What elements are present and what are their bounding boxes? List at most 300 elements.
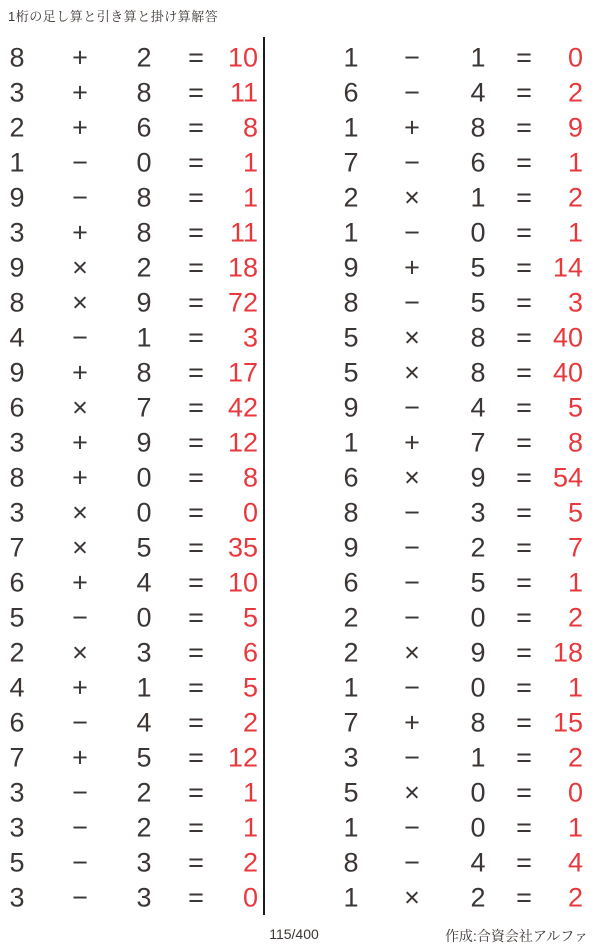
- problems-column-left: [0, 40, 263, 915]
- answer: 2: [242, 707, 258, 737]
- equals-sign: =: [188, 462, 204, 492]
- problem-row: [0, 705, 263, 740]
- operand-2: 9: [470, 637, 486, 667]
- operand-1: 9: [9, 252, 25, 282]
- equals-sign: =: [188, 497, 204, 527]
- operand-2: 2: [136, 252, 152, 282]
- operand-2: 1: [136, 322, 152, 352]
- operand-2: 8: [136, 357, 152, 387]
- operand-1: 1: [9, 147, 25, 177]
- operand-1: 2: [343, 637, 359, 667]
- problem-row: [264, 810, 600, 845]
- answer: 12: [227, 427, 258, 457]
- answer: 9: [567, 112, 583, 142]
- problem-row: [264, 880, 600, 915]
- operator: ×: [404, 462, 420, 492]
- operator: −: [404, 567, 420, 597]
- operand-1: 8: [9, 42, 25, 72]
- operator: −: [72, 777, 88, 807]
- operator: ×: [404, 322, 420, 352]
- operand-1: 9: [343, 532, 359, 562]
- problem-row: [0, 110, 263, 145]
- equals-sign: =: [188, 847, 204, 877]
- problem-row: [0, 600, 263, 635]
- operand-2: 1: [470, 742, 486, 772]
- operand-1: 2: [343, 182, 359, 212]
- problem-row: [0, 145, 263, 180]
- operand-1: 5: [343, 777, 359, 807]
- operand-1: 3: [9, 427, 25, 457]
- problem-row: [0, 775, 263, 810]
- answer: 2: [567, 182, 583, 212]
- operand-2: 2: [136, 812, 152, 842]
- operand-2: 0: [470, 777, 486, 807]
- operand-1: 1: [343, 672, 359, 702]
- operator: ×: [404, 777, 420, 807]
- operand-2: 0: [470, 602, 486, 632]
- operand-2: 7: [136, 392, 152, 422]
- operand-2: 8: [470, 322, 486, 352]
- equals-sign: =: [188, 357, 204, 387]
- answer: 1: [567, 147, 583, 177]
- equals-sign: =: [516, 532, 532, 562]
- answer: 3: [242, 322, 258, 352]
- answer: 10: [227, 567, 258, 597]
- operand-1: 8: [343, 847, 359, 877]
- operand-2: 5: [470, 567, 486, 597]
- equals-sign: =: [516, 182, 532, 212]
- problem-row: [264, 565, 600, 600]
- problem-row: [0, 460, 263, 495]
- operator: −: [404, 847, 420, 877]
- answer: 0: [242, 882, 258, 912]
- answer: 3: [567, 287, 583, 317]
- answer: 8: [242, 112, 258, 142]
- operator: ×: [72, 392, 88, 422]
- operator: −: [404, 287, 420, 317]
- equals-sign: =: [516, 217, 532, 247]
- problem-row: [264, 705, 600, 740]
- operand-1: 3: [9, 812, 25, 842]
- answer: 1: [242, 777, 258, 807]
- problem-row: [264, 145, 600, 180]
- equals-sign: =: [188, 322, 204, 352]
- operand-2: 5: [136, 532, 152, 562]
- operand-2: 8: [470, 707, 486, 737]
- answer: 11: [229, 77, 258, 107]
- equals-sign: =: [188, 567, 204, 597]
- equals-sign: =: [516, 637, 532, 667]
- operand-1: 9: [343, 252, 359, 282]
- answer: 4: [567, 847, 583, 877]
- problem-row: [0, 810, 263, 845]
- operand-1: 8: [343, 497, 359, 527]
- operand-2: 2: [136, 777, 152, 807]
- operand-2: 7: [470, 427, 486, 457]
- operator: ×: [404, 882, 420, 912]
- equals-sign: =: [516, 672, 532, 702]
- operand-1: 1: [343, 112, 359, 142]
- answer: 1: [242, 812, 258, 842]
- operand-1: 9: [9, 357, 25, 387]
- problem-row: [0, 670, 263, 705]
- equals-sign: =: [188, 777, 204, 807]
- footer: [0, 926, 600, 946]
- operand-2: 0: [470, 672, 486, 702]
- operator: ×: [72, 252, 88, 282]
- equals-sign: =: [188, 637, 204, 667]
- problem-row: [264, 670, 600, 705]
- operator: −: [72, 147, 88, 177]
- operand-1: 6: [343, 77, 359, 107]
- operand-1: 5: [343, 357, 359, 387]
- operand-2: 4: [136, 707, 152, 737]
- operand-2: 4: [136, 567, 152, 597]
- equals-sign: =: [188, 707, 204, 737]
- operand-1: 2: [343, 602, 359, 632]
- equals-sign: =: [516, 112, 532, 142]
- operator: −: [72, 602, 88, 632]
- operator: −: [404, 147, 420, 177]
- operand-2: 0: [136, 462, 152, 492]
- operand-2: 8: [136, 217, 152, 247]
- equals-sign: =: [516, 357, 532, 387]
- operand-1: 6: [9, 567, 25, 597]
- problem-row: [264, 635, 600, 670]
- operand-1: 1: [343, 42, 359, 72]
- problem-row: [264, 355, 600, 390]
- problem-row: [0, 425, 263, 460]
- problem-row: [0, 845, 263, 880]
- operator: +: [72, 217, 88, 247]
- equals-sign: =: [516, 322, 532, 352]
- operand-2: 1: [136, 672, 152, 702]
- answer: 2: [567, 742, 583, 772]
- answer: 11: [229, 217, 258, 247]
- equals-sign: =: [188, 112, 204, 142]
- answer: 1: [567, 812, 583, 842]
- equals-sign: =: [188, 532, 204, 562]
- operator: +: [72, 357, 88, 387]
- operand-2: 2: [470, 532, 486, 562]
- operator: +: [72, 742, 88, 772]
- operator: −: [72, 707, 88, 737]
- equals-sign: =: [516, 567, 532, 597]
- operand-2: 6: [136, 112, 152, 142]
- operand-1: 3: [9, 217, 25, 247]
- operand-1: 4: [9, 672, 25, 702]
- problem-row: [0, 75, 263, 110]
- equals-sign: =: [188, 602, 204, 632]
- operator: −: [404, 532, 420, 562]
- equals-sign: =: [516, 742, 532, 772]
- equals-sign: =: [516, 462, 532, 492]
- operator: +: [404, 252, 420, 282]
- operator: −: [404, 742, 420, 772]
- operand-2: 8: [136, 182, 152, 212]
- problem-row: [264, 285, 600, 320]
- answer: 1: [242, 147, 258, 177]
- answer: 10: [227, 42, 258, 72]
- operand-1: 8: [343, 287, 359, 317]
- problem-row: [264, 40, 600, 75]
- operator: −: [72, 812, 88, 842]
- equals-sign: =: [188, 392, 204, 422]
- operator: +: [404, 427, 420, 457]
- operand-2: 4: [470, 847, 486, 877]
- answer: 2: [567, 77, 583, 107]
- problem-row: [0, 250, 263, 285]
- operand-1: 7: [9, 532, 25, 562]
- problem-row: [264, 390, 600, 425]
- equals-sign: =: [516, 287, 532, 317]
- answer: 2: [567, 882, 583, 912]
- problem-row: [264, 75, 600, 110]
- answer: 7: [567, 532, 583, 562]
- problem-row: [0, 635, 263, 670]
- equals-sign: =: [188, 742, 204, 772]
- operand-2: 5: [470, 252, 486, 282]
- operator: ×: [72, 637, 88, 667]
- operator: −: [72, 322, 88, 352]
- operand-2: 8: [136, 77, 152, 107]
- operand-2: 8: [470, 357, 486, 387]
- operator: +: [72, 672, 88, 702]
- equals-sign: =: [516, 427, 532, 457]
- problem-row: [0, 565, 263, 600]
- operator: ×: [72, 532, 88, 562]
- problem-row: [264, 495, 600, 530]
- operand-1: 5: [343, 322, 359, 352]
- operand-2: 0: [136, 497, 152, 527]
- operand-2: 0: [470, 217, 486, 247]
- equals-sign: =: [516, 77, 532, 107]
- equals-sign: =: [516, 707, 532, 737]
- operand-2: 3: [136, 637, 152, 667]
- operator: +: [72, 567, 88, 597]
- operator: +: [404, 112, 420, 142]
- answer: 2: [242, 847, 258, 877]
- operand-2: 9: [136, 287, 152, 317]
- answer: 40: [552, 322, 583, 352]
- operator: ×: [404, 182, 420, 212]
- answer: 1: [567, 567, 583, 597]
- problem-row: [0, 880, 263, 915]
- problem-row: [0, 180, 263, 215]
- equals-sign: =: [188, 252, 204, 282]
- problem-row: [264, 460, 600, 495]
- operand-1: 7: [343, 707, 359, 737]
- operator: ×: [72, 287, 88, 317]
- operand-1: 1: [343, 427, 359, 457]
- answer: 17: [227, 357, 258, 387]
- answer: 0: [567, 777, 583, 807]
- operator: −: [72, 182, 88, 212]
- operand-2: 1: [470, 42, 486, 72]
- operand-2: 0: [136, 602, 152, 632]
- operand-2: 9: [136, 427, 152, 457]
- problem-row: [264, 180, 600, 215]
- operator: −: [72, 882, 88, 912]
- equals-sign: =: [188, 147, 204, 177]
- operand-1: 5: [9, 602, 25, 632]
- equals-sign: =: [188, 812, 204, 842]
- problem-row: [264, 740, 600, 775]
- operand-2: 6: [470, 147, 486, 177]
- answer: 5: [242, 672, 258, 702]
- problem-row: [264, 425, 600, 460]
- operand-1: 1: [343, 217, 359, 247]
- operand-2: 4: [470, 77, 486, 107]
- equals-sign: =: [188, 287, 204, 317]
- operand-1: 3: [9, 497, 25, 527]
- operand-2: 3: [470, 497, 486, 527]
- answer: 35: [227, 532, 258, 562]
- page-title: 1桁の足し算と引き算と掛け算解答: [8, 9, 219, 24]
- answer: 1: [567, 672, 583, 702]
- equals-sign: =: [188, 672, 204, 702]
- answer: 42: [227, 392, 258, 422]
- operand-2: 2: [470, 882, 486, 912]
- problem-row: [0, 215, 263, 250]
- answer: 1: [242, 182, 258, 212]
- problem-row: [264, 600, 600, 635]
- problems-column-right: [264, 40, 600, 915]
- operator: −: [404, 77, 420, 107]
- problem-row: [264, 110, 600, 145]
- operand-2: 1: [470, 182, 486, 212]
- equals-sign: =: [516, 42, 532, 72]
- operator: ×: [404, 357, 420, 387]
- answer: 18: [552, 637, 583, 667]
- operator: +: [72, 427, 88, 457]
- operand-1: 9: [9, 182, 25, 212]
- operand-1: 6: [9, 707, 25, 737]
- equals-sign: =: [516, 252, 532, 282]
- operator: −: [404, 217, 420, 247]
- operand-1: 5: [9, 847, 25, 877]
- problem-row: [264, 320, 600, 355]
- answer: 15: [552, 707, 583, 737]
- answer: 72: [227, 287, 258, 317]
- equals-sign: =: [188, 77, 204, 107]
- operand-2: 9: [470, 462, 486, 492]
- operand-2: 2: [136, 42, 152, 72]
- operand-2: 8: [470, 112, 486, 142]
- operand-1: 9: [343, 392, 359, 422]
- equals-sign: =: [516, 882, 532, 912]
- operand-2: 0: [136, 147, 152, 177]
- problem-row: [0, 285, 263, 320]
- operand-1: 7: [9, 742, 25, 772]
- operand-2: 0: [470, 812, 486, 842]
- problem-row: [0, 530, 263, 565]
- operand-2: 5: [470, 287, 486, 317]
- operator: +: [404, 707, 420, 737]
- equals-sign: =: [516, 497, 532, 527]
- answer: 6: [242, 637, 258, 667]
- answer: 14: [552, 252, 583, 282]
- operand-1: 1: [343, 882, 359, 912]
- equals-sign: =: [188, 427, 204, 457]
- problem-row: [264, 775, 600, 810]
- equals-sign: =: [516, 602, 532, 632]
- answer: 8: [567, 427, 583, 457]
- answer: 18: [227, 252, 258, 282]
- operator: +: [72, 462, 88, 492]
- operand-2: 3: [136, 847, 152, 877]
- operand-1: 3: [9, 882, 25, 912]
- answer: 8: [242, 462, 258, 492]
- problem-row: [0, 390, 263, 425]
- equals-sign: =: [516, 847, 532, 877]
- operand-2: 5: [136, 742, 152, 772]
- answer: 40: [552, 357, 583, 387]
- problem-row: [0, 495, 263, 530]
- operand-2: 3: [136, 882, 152, 912]
- problem-row: [0, 40, 263, 75]
- operator: −: [404, 812, 420, 842]
- answer: 5: [567, 497, 583, 527]
- credit-label: 作成:合資会社アルファ: [444, 928, 588, 944]
- operator: ×: [72, 497, 88, 527]
- answer: 54: [552, 462, 583, 492]
- answer: 12: [227, 742, 258, 772]
- operand-2: 4: [470, 392, 486, 422]
- operator: −: [404, 497, 420, 527]
- equals-sign: =: [516, 812, 532, 842]
- answer: 2: [567, 602, 583, 632]
- operand-1: 4: [9, 322, 25, 352]
- operand-1: 2: [9, 112, 25, 142]
- problem-row: [0, 355, 263, 390]
- operand-1: 6: [9, 392, 25, 422]
- problem-row: [0, 320, 263, 355]
- operand-1: 3: [9, 77, 25, 107]
- equals-sign: =: [188, 882, 204, 912]
- page-indicator: 115/400: [269, 926, 319, 942]
- equals-sign: =: [188, 182, 204, 212]
- equals-sign: =: [516, 777, 532, 807]
- equals-sign: =: [516, 147, 532, 177]
- problem-row: [0, 740, 263, 775]
- problem-row: [264, 845, 600, 880]
- operand-1: 8: [9, 462, 25, 492]
- operator: +: [72, 42, 88, 72]
- operator: +: [72, 112, 88, 142]
- operand-1: 7: [343, 147, 359, 177]
- equals-sign: =: [516, 392, 532, 422]
- operator: −: [404, 392, 420, 422]
- operand-1: 6: [343, 567, 359, 597]
- operator: −: [404, 672, 420, 702]
- equals-sign: =: [188, 217, 204, 247]
- operator: −: [72, 847, 88, 877]
- problem-row: [264, 530, 600, 565]
- operator: −: [404, 42, 420, 72]
- operator: +: [72, 77, 88, 107]
- operator: ×: [404, 637, 420, 667]
- problem-row: [264, 215, 600, 250]
- operand-1: 1: [343, 812, 359, 842]
- operand-1: 8: [9, 287, 25, 317]
- problem-row: [264, 250, 600, 285]
- operand-1: 3: [343, 742, 359, 772]
- answer: 5: [242, 602, 258, 632]
- answer: 1: [567, 217, 583, 247]
- equals-sign: =: [188, 42, 204, 72]
- operator: −: [404, 602, 420, 632]
